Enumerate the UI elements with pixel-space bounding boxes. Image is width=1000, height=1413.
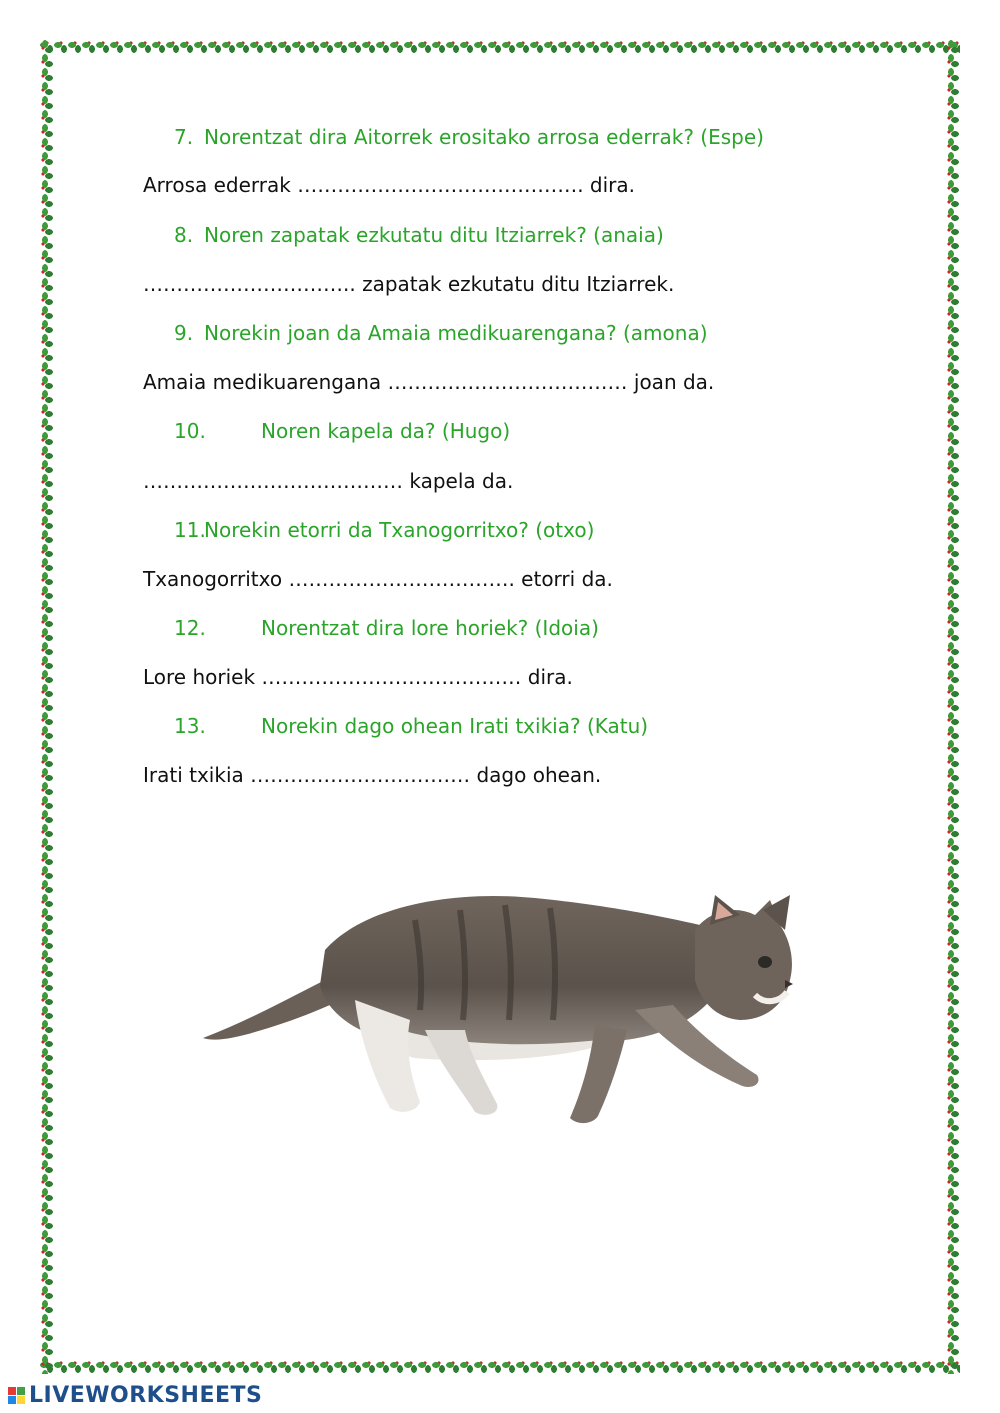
question-text: Norekin dago ohean Irati txikia? (Katu) (261, 714, 649, 738)
answer-line-12[interactable]: Lore horiek ………………………………… dira. (143, 665, 573, 689)
question-12 (174, 616, 599, 640)
question-text: Noren zapatak ezkutatu ditu Itziarrek? (anaia) (204, 223, 664, 247)
question-13 (174, 714, 648, 738)
question-text: Norekin joan da Amaia medikuarengana? (amona) (204, 321, 708, 345)
answer-line-11[interactable]: Txanogorritxo ……………………………. etorri da. (143, 567, 613, 591)
border-top (40, 40, 960, 54)
question-10 (174, 419, 510, 443)
answer-line-10[interactable]: ………………………………… kapela da. (143, 469, 514, 493)
kitten-illustration (195, 880, 800, 1145)
question-text: Norentzat dira Aitorrek erositako arrosa ederrak? (Espe) (204, 125, 764, 149)
answer-line-7[interactable]: Arrosa ederrak ……………………………………. dira. (143, 173, 636, 197)
kitten-eye (758, 956, 772, 968)
question-11 (174, 518, 594, 542)
question-number: 11. (174, 518, 206, 542)
question-number: 10. (174, 419, 206, 443)
liveworksheets-logo-icon (8, 1387, 25, 1404)
question-number: 13. (174, 714, 206, 738)
footer-brand[interactable] (8, 1383, 262, 1407)
question-text: Noren kapela da? (Hugo) (261, 419, 511, 443)
question-8 (174, 223, 664, 247)
question-number: 8. (174, 223, 194, 247)
question-9 (174, 321, 708, 345)
border-bottom (40, 1360, 960, 1374)
answer-line-13[interactable]: Irati txikia …………………………… dago ohean. (143, 763, 602, 787)
border-left (40, 40, 54, 1374)
question-7 (174, 125, 764, 149)
question-number: 9. (174, 321, 194, 345)
question-text: Norekin etorri da Txanogorritxo? (otxo) (204, 518, 595, 542)
question-text: Norentzat dira lore horiek? (Idoia) (261, 616, 599, 640)
brand-name: LIVEWORKSHEETS (29, 1382, 263, 1408)
border-right (946, 40, 960, 1374)
answer-line-8[interactable]: ………………………….. zapatak ezkutatu ditu Itziarrek. (143, 272, 675, 296)
question-number: 12. (174, 616, 206, 640)
question-number: 7. (174, 125, 194, 149)
answer-line-9[interactable]: Amaia medikuarengana ……………………………… joan da. (143, 370, 715, 394)
